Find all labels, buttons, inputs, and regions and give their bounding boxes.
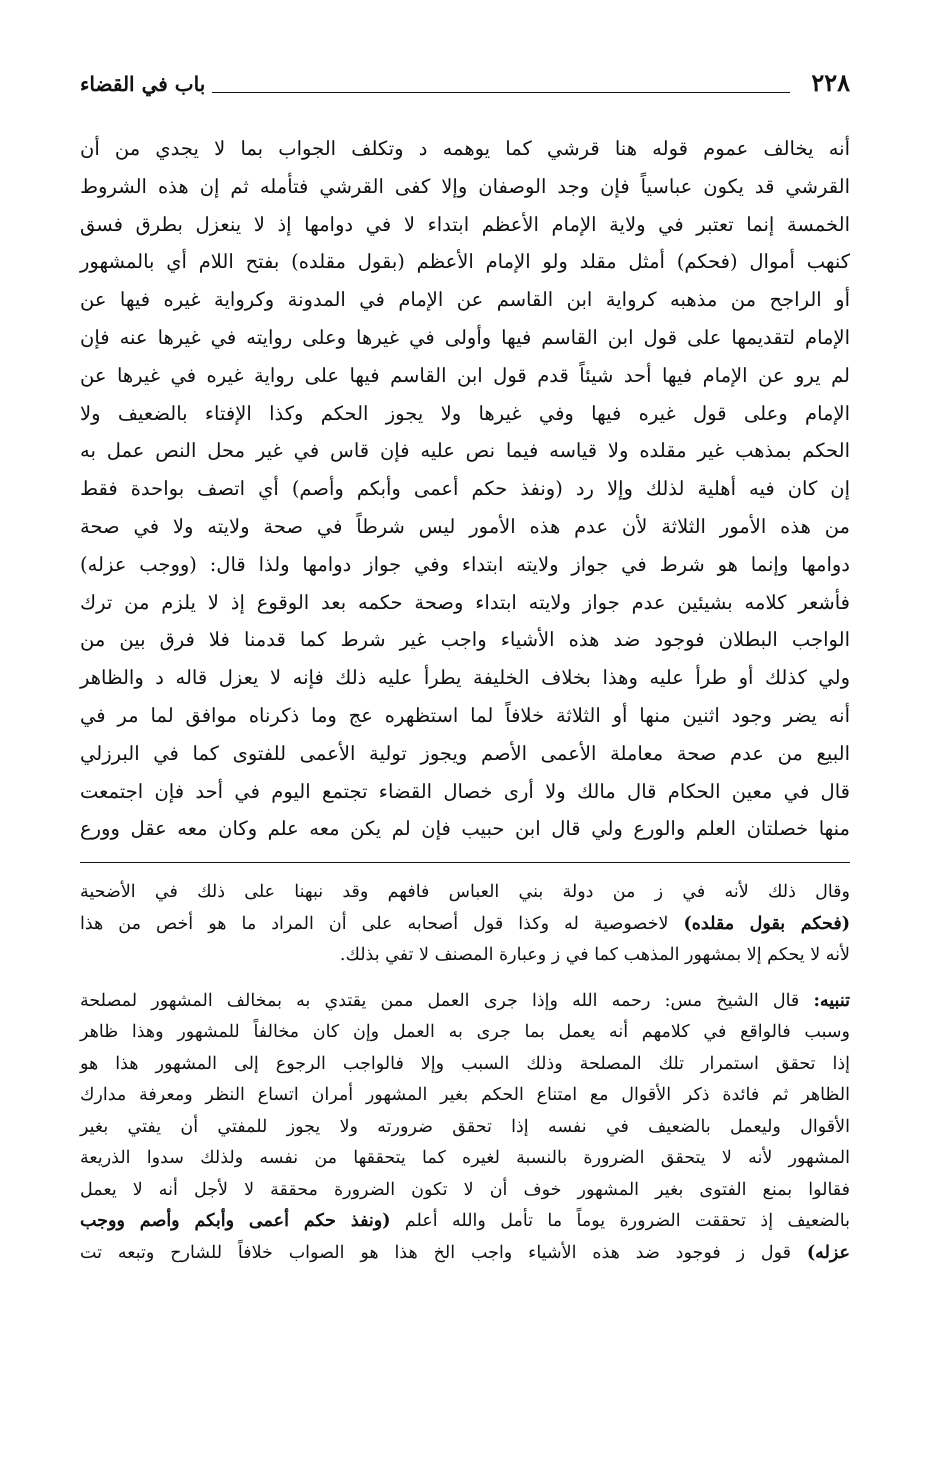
- text-line: الإمام وعلى قول غيره فيها وفي غيرها ولا يجوز الحكم وكذا الإفتاء بالضعيف ولا: [80, 401, 850, 425]
- text-line: القرشي قد يكون عباسياً فإن وجد الوصفان وإلا كفى القرشي فتأمله ثم إن هذه الشروط: [80, 174, 850, 198]
- text-line: إن كان فيه أهلية لذلك وإلا رد (ونفذ حكم أعمى وأبكم وأصم) أي اتصف بواحدة فقط: [80, 477, 850, 501]
- footnote-line: الأقوال وليعمل بالضعيف في نفسه إذا تحقق ضرورته ولا يجوز للمفتي أن يفتي بغير: [80, 1116, 850, 1137]
- text-line: لم يرو عن الإمام فيها أحد شيئاً قدم قول ابن القاسم فيها على رواية غيره في غيرها عن: [80, 363, 850, 387]
- text-line: منها خصلتان العلم والورع ولي قال ابن حبيب فإن لم يكن معه علم وكان معه عقل وورع: [80, 817, 850, 841]
- text-line: من هذه الأمور الثلاثة لأن عدم هذه الأمور ليس شرطاً في صحة ولايته ولا في صحة: [80, 514, 850, 538]
- text-line: فأشعر كلامه بشيئين عدم جواز ولايته ابتداء وصحة حكمه بعد الوقوع إذ لا يلزم من ترك: [80, 590, 850, 614]
- text-line: أو الراجح من مذهبه كرواية ابن القاسم عن الإمام في المدونة وكرواية غيره فيها عن: [80, 288, 850, 312]
- text-line: كنهب أموال (فحكم) أمثل مقلد ولو الإمام الأعظم (بقول مقلده) بفتح اللام أي بالمشهور: [80, 250, 850, 274]
- text-line: الواجب البطلان فوجود ضد هذه الأشياء واجب غير شرط كما قدمنا فلا فرق بين من: [80, 628, 850, 652]
- footnote-line: إذا تحقق استمرار تلك المصلحة وذلك السبب وإلا فالواجب الرجوع إلى المشهور هذا هو: [80, 1053, 850, 1074]
- footnote-line: عزله) قول ز فوجود ضد هذه الأشياء واجب الخ هذا هو الصواب خلافاً للشارح وتبعه تت: [80, 1242, 850, 1263]
- running-header: [80, 62, 850, 106]
- footnote-line: فقالوا بمنع الفتوى بغير المشهور خوف أن لا تكون الضرورة محققة لا لأجل أنه لا يعمل: [80, 1179, 850, 1200]
- text-line: ولي كذلك أو طرأ عليه وهذا بخلاف الخليفة يطرأ عليه ذلك فإنه لا يعزل قاله د والظاهر: [80, 666, 850, 690]
- footnote-line: وقال ذلك لأنه في ز من دولة بني العباس فافهم وقد نبهنا على ذلك في الأضحية: [80, 882, 850, 903]
- footnote-line: المشهور لأنه لا يتحقق الضرورة بالنسبة لغيره كما يتحققها من نفسه ولذلك سدوا الذريعة: [80, 1148, 850, 1169]
- footnote-line: وسبب فالواقع في كلامهم أنه يعمل بما جرى به العمل وإن كان مخالفاً للمشهور وهذا ظاهر: [80, 1022, 850, 1043]
- footnote-line: بالضعيف إذ تحققت الضرورة يوماً ما تأمل والله أعلم (ونفذ حكم أعمى وأبكم وأصم ووجب: [80, 1211, 850, 1232]
- text-line: الخمسة إنما تعتبر في ولاية الإمام الأعظم ابتداء لا في دوامها إذ لا ينعزل بطرق فسق: [80, 212, 850, 236]
- footnote-line: الظاهر ثم فائدة ذكر الأقوال مع امتناع الحكم بغير المشهور أمران اتساع النظر ومعرفة مدارك: [80, 1085, 850, 1106]
- main-text: [80, 130, 850, 848]
- chapter-title: باب في القضاء: [80, 72, 206, 96]
- text-line: قال في معين الحكام قال مالك ولا أرى خصال القضاء تجتمع اليوم في أحد فإن اجتمعت: [80, 779, 850, 803]
- footnote-line: (فحكم بقول مقلده) لاخصوصية له وكذا قول أصحابه على أن المراد ما هو أخص من هذا: [80, 913, 850, 934]
- footnote-line: لأنه لا يحكم إلا بمشهور المذهب كما في ز وعبارة المصنف لا تفي بذلك.: [339, 945, 850, 966]
- header-rule: [212, 92, 790, 93]
- book-page: [80, 62, 850, 1269]
- text-line: البيع من عدم صحة معاملة الأعمى الأصم ويجوز تولية الأعمى للفتوى كما في البرزلي: [80, 741, 850, 765]
- text-line: أنه يضر وجود اثنين منها أو الثلاثة خلافاً لما استظهره عج وما ذكرناه موافق لما مر في: [80, 703, 850, 727]
- text-line: الإمام لتقديمها على قول ابن القاسم فيها وأولى في غيرها وعلى روايته في غيرها عنه فإن: [80, 325, 850, 349]
- text-line: دوامها وإنما هو شرط في جواز ولايته ابتداء وفي جواز دوامها ولذا قال: (ووجب عزله): [80, 552, 850, 576]
- text-line: أنه يخالف عموم قوله هنا قرشي كما يوهمه د وتكلف الجواب بما لا يجدي من أن: [80, 137, 850, 160]
- footnote-line: تنبيه: قال الشيخ مس: رحمه الله وإذا جرى العمل ممن يقتدي به بمخالف المشهور لمصلحة: [80, 990, 850, 1011]
- footnotes: [80, 877, 850, 1269]
- text-line: الحكم بمذهب غير مقلده ولا قياسه فيما نص عليه فإن قاس في غير محل النص عمل به: [80, 439, 850, 463]
- footnote-separator: [80, 862, 850, 863]
- page-number: ٢٢٨: [811, 68, 850, 97]
